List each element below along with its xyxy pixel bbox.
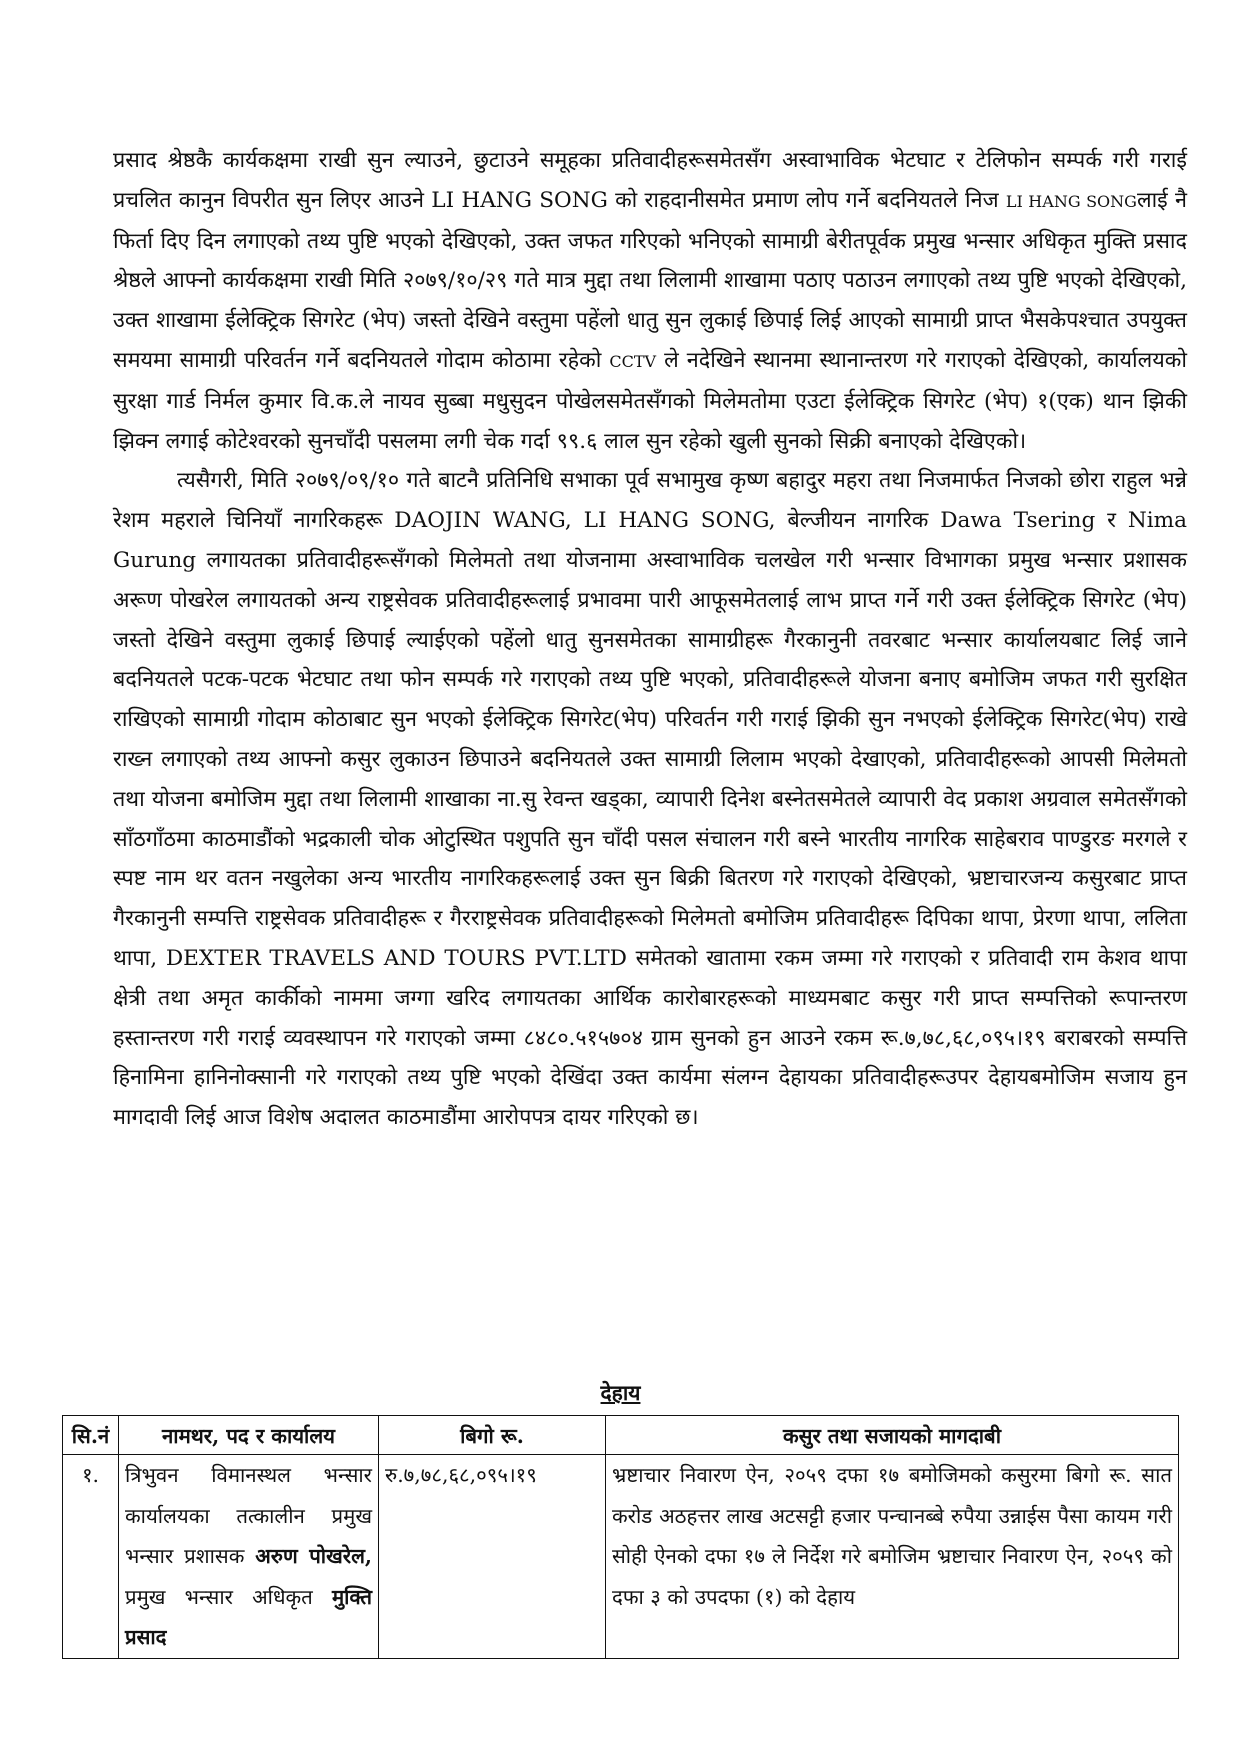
- cell-demand: भ्रष्टाचार निवारण ऐन, २०५९ दफा १७ बमोजिमको कसुरमा बिगो रू. सात करोड अठहत्तर लाख अटसट्टी हजार पन्चानब्बे रुपैया उन्नाईस पैसा कायम गरी सोही ऐनको दफा १७ ले निर्देश गरे बमोजिम भ्रष्टाचार निवारण ऐन, २०५९ को दफा ३ को उपदफा (१) को देहाय: [606, 1455, 1179, 1659]
- paragraph-2: त्यसैगरी, मिति २०७९/०९/१० गते बाटनै प्रतिनिधि सभाका पूर्व सभामुख कृष्ण बहादुर महरा तथा निजमार्फत निजको छोरा राहुल भन्ने रेशम महराले चिनियाँ नागरिकहरू DAOJIN WANG, LI HANG SONG, बेल्जीयन नागरिक Dawa Tsering र Nima Gurung लगायतका प्रतिवादीहरूसँगको मिलेमतो तथा योजनामा अस्वाभाविक चलखेल गरी भन्सार विभागका प्रमुख भन्सार प्रशासक अरूण पोखरेल लगायतको अन्य राष्ट्रसेवक प्रतिवादीहरूलाई प्रभावमा पारी आफूसमेतलाई लाभ प्राप्त गर्ने गरी उक्त ईलेक्ट्रिक सिगरेट (भेप) जस्तो देखिने वस्तुमा लुकाई छिपाई ल्याईएको पहेंलो धातु सुनसमेतका सामाग्रीहरू गैरकानुनी तवरबाट भन्सार कार्यालयबाट लिई जाने बदनियतले पटक-पटक भेटघाट तथा फोन सम्पर्क गरे गराएको तथ्य पुष्टि भएको, प्रतिवादीहरूले योजना बनाए बमोजिम जफत गरी सुरक्षित राखिएको सामाग्री गोदाम कोठाबाट सुन भएको ईलेक्ट्रिक सिगरेट(भेप) परिवर्तन गरी गराई झिकी सुन नभएको ईलेक्ट्रिक सिगरेट(भेप) राखे राख्न लगाएको तथ्य आफ्नो कसुर लुकाउन छिपाउने बदनियतले उक्त सामाग्री लिलाम भएको देखाएको, प्रतिवादीहरूको आपसी मिलेमतो तथा योजना बमोजिम मुद्दा तथा लिलामी शाखाका ना.सु रेवन्त खड्का, व्यापारी दिनेश बस्नेतसमेतले व्यापारी वेद प्रकाश अग्रवाल समेतसँगको साँठगाँठमा काठमाडौंको भद्रकाली चोक ओटुस्थित पशुपति सुन चाँदी पसल संचालन गरी बस्ने भारतीय नागरिक साहेबराव पाण्डुरङ मरगले र स्पष्ट नाम थर वतन नखुलेका अन्य भारतीय नागरिकहरूलाई उक्त सुन बिक्री बितरण गरे गराएको देखिएको, भ्रष्टाचारजन्य कसुरबाट प्राप्त गैरकानुनी सम्पत्ति राष्ट्रसेवक प्रतिवादीहरू र गैरराष्ट्रसेवक प्रतिवादीहरूको मिलेमतो बमोजिम प्रतिवादीहरू दिपिका थापा, प्रेरणा थापा, ललिता थापा, DEXTER TRAVELS AND TOURS PVT.LTD समेतको खातामा रकम जम्मा गरे गराएको र प्रतिवादी राम केशव थापा क्षेत्री तथा अमृत कार्कीको नाममा जग्गा खरिद लगायतका आर्थिक कारोबारहरूको माध्यमबाट कसुर गरी प्राप्त सम्पत्तिको रूपान्तरण हस्तान्तरण गरी गराई व्यवस्थापन गरे गराएको जम्मा ८४८०.५१५७०४ ग्राम सुनको हुन आउने रकम रू.७,७८,६८,०९५।१९ बराबरको सम्पत्ति हिनामिना हानिनोक्सानी गरे गराएको तथ्य पुष्टि भएको देखिंदा उक्त कार्यमा संलग्न देहायका प्रतिवादीहरूउपर देहायबमोजिम सजाय हुन मागदावी लिई आज विशेष अदालत काठमाडौंमा आरोपपत्र दायर गरिएको छ।: [113, 468, 1187, 1131]
- cell-serial: १.: [63, 1455, 119, 1659]
- paragraph-1-part-b: लाई नै फिर्ता दिए दिन लगाएको तथ्य पुष्टि भएको देखिएको, उक्त जफत गरिएको भनिएको सामाग्री बेरीतपूर्वक प्रमुख भन्सार अधिकृत मुक्ति प्रसाद श्रेष्ठले आफ्नो कार्यकक्षमा राखी मिति २०७९/१०/२९ गते मात्र मुद्दा तथा लिलामी शाखामा पठाए पठाउन लगाएको तथ्य पुष्टि भएको देखिएको, उक्त शाखामा ईलेक्ट्रिक सिगरेट (भेप) जस्तो देखिने वस्तुमा पहेंलो धातु सुन लुकाई छिपाई लिई आएको सामाग्री प्राप्त भैसकेपश्चात उपयुक्त समयमा सामाग्री परिवर्तन गर्ने बदनियतले गोदाम कोठामा रहेको: [113, 187, 1188, 373]
- name-text-2: प्रमुख भन्सार अधिकृत: [125, 1584, 313, 1609]
- table-row: [63, 1455, 1179, 1659]
- header-amount: बिगो रू.: [379, 1416, 606, 1455]
- header-demand: कसुर तथा सजायको मागदाबी: [606, 1416, 1179, 1455]
- name-bold-2: मुक्ति प्रसाद: [125, 1584, 372, 1649]
- body-text: [113, 141, 1187, 1138]
- table-heading: देहाय: [600, 1380, 641, 1405]
- cell-name: [119, 1455, 379, 1659]
- cell-amount: रु.७,७८,६८,०९५।१९: [379, 1455, 606, 1659]
- name-bold-1: अरुण पोखरेल,: [255, 1544, 373, 1568]
- paragraph-1-part-c: ले नदेखिने स्थानमा स्थानान्तरण गरे गराएको देखिएको, कार्यालयको सुरक्षा गार्ड निर्मल कुमार वि.क.ले नायव सुब्बा मधुसुदन पोखेलसमेतसँगको मिलेमतोमा एउटा ईलेक्ट्रिक सिगरेट (भेप) १(एक) थान झिकी झिक्न लगाई कोटेश्वरको सुनचाँदी पसलमा लगी चेक गर्दा ९९.६ लाल सुन रहेको खुली सुनको सिक्री बनाएको देखिएको।: [113, 347, 1187, 454]
- header-serial: सि.नं: [63, 1416, 119, 1455]
- paragraph-1: [113, 141, 1187, 461]
- header-name: नामथर, पद र कार्यालय: [119, 1416, 379, 1455]
- table-header-row: [63, 1416, 1179, 1455]
- accused-table: [62, 1415, 1179, 1659]
- paragraph-1-part-a: प्रसाद श्रेष्ठकै कार्यकक्षमा राखी सुन ल्याउने, छुटाउने समूहका प्रतिवादीहरूसमेतसँग अस्वाभाविक भेटघाट र टेलिफोन सम्पर्क गरी गराई प्रचलित कानुन विपरीत सुन लिएर आउने LI HANG SONG को राहदानीसमेत प्रमाण लोप गर्ने बदनियतले निज: [113, 148, 1187, 213]
- cctv-label: CCTV: [609, 351, 657, 371]
- passport-holder-name: LI HANG SONG: [1005, 191, 1137, 211]
- name-text-1: त्रिभुवन विमानस्थल भन्सार कार्यालयका तत्कालीन प्रमुख भन्सार प्रशासक: [125, 1463, 372, 1568]
